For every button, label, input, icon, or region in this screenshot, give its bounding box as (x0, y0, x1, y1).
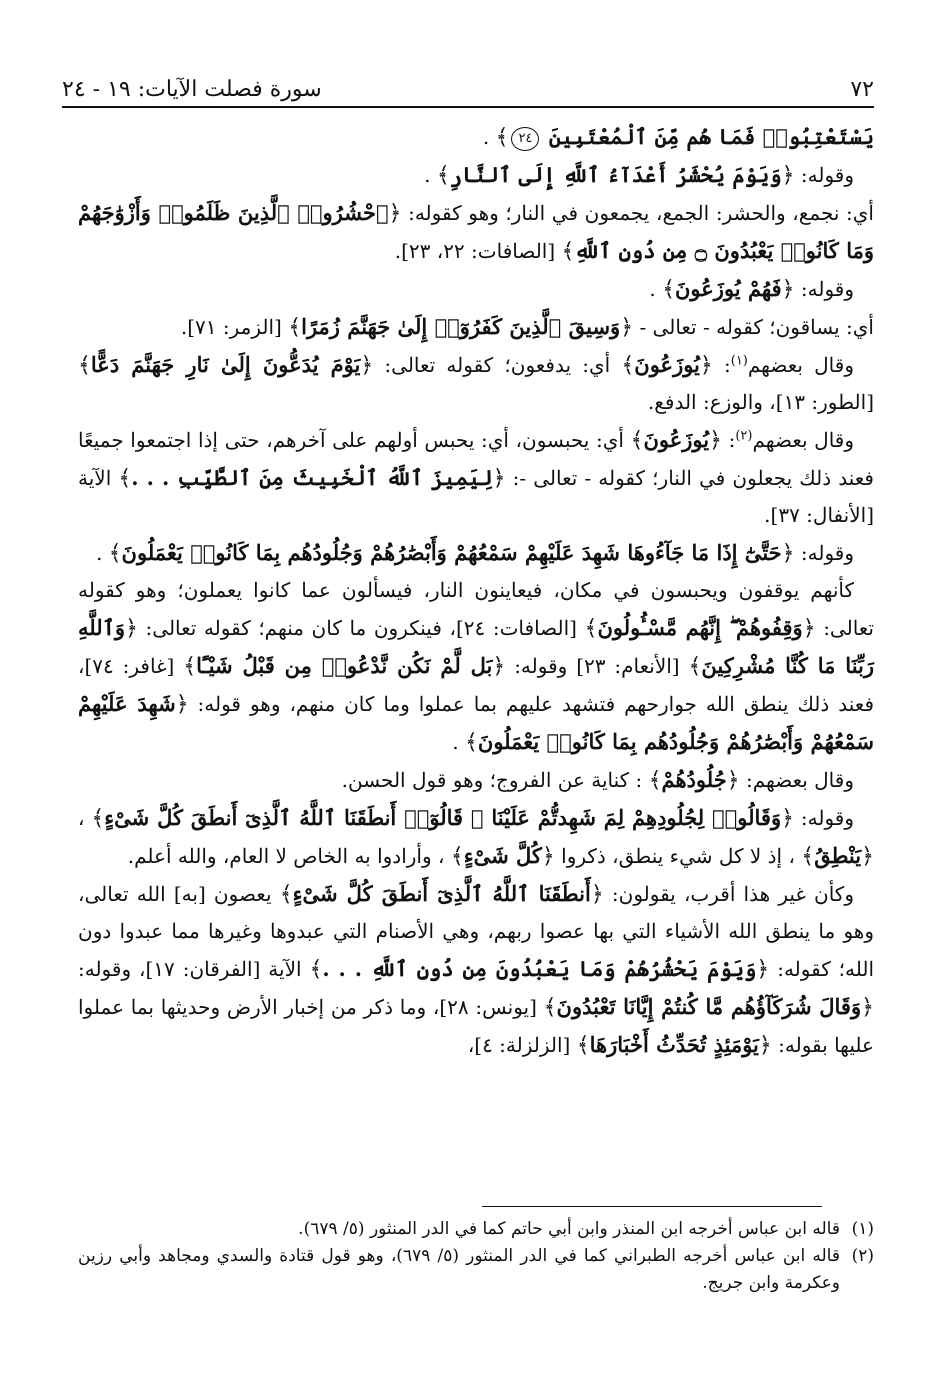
quran-quote: يُوزَعُونَ (643, 427, 710, 452)
quran-quote: وَٱللَّهِ رَبِّنَا مَا كُنَّا مُشْرِكِينَ (78, 615, 875, 678)
footnote-divider (482, 1206, 822, 1207)
quran-quote: ٱحْشُرُوا۟ ٱلَّذِينَ ظَلَمُوا۟ وَأَزْوَٰجَهُمْ وَمَا كَانُوا۟ يَعْبُدُونَ ۝ مِن دُونِ ٱللَّهِ (78, 200, 874, 263)
paragraph-7: وقال بعضهم$^{(٢)}$: ﴿يُوزَعُونَ﴾ أي: يحبسون، أي: يحبس أولهم على آخرهم، حتى إذا اجتمعوا جميعًا فعند ذلك يجعلون في النار؛ كقوله - تعالى -: ﴿لِيَمِيزَ ٱللَّهُ ٱلْخَبِيثَ مِنَ ٱلطَّيِّبِ . . .﴾ الآية [الأنفال: ٣٧]. (78, 427, 874, 527)
paragraph-6: وقال بعضهم$^{(١)}$: ﴿يُوزَعُونَ﴾ أي: يدفعون؛ كقوله تعالى: ﴿يَوْمَ يُدَعُّونَ إِلَىٰ نَارِ جَهَنَّمَ دَعًّا﴾ [الطور: ١٣]، والوزع: الدفع. (78, 352, 874, 414)
paragraph-1: يَسْتَعْتِبُوا۟ فَمَا هُم مِّنَ ٱلْمُعْتَبِينَ ٢٤﴾ . (482, 124, 874, 150)
footnote-text: قاله ابن عباس أخرجه ابن المنذر وابن أبي حاتم كما في الدر المنثور (٥/ ٦٧٩). (298, 1219, 840, 1239)
quran-quote: جُلُودُهُمْ (661, 767, 727, 792)
quran-quote: يَوْمَئِذٍ تُحَدِّثُ أَخْبَارَهَا (589, 1032, 759, 1057)
footnotes (78, 1216, 874, 1297)
quran-quote: أَنطَقَنَا ٱللَّهُ ٱلَّذِىٓ أَنطَقَ كُلَّ شَىْءٍ (292, 881, 591, 906)
footnote-2 (78, 1243, 874, 1297)
quran-quote: وَقِفُوهُمْ ۖ إِنَّهُم مَّسْـُٔولُونَ (597, 615, 803, 640)
quran-quote: كُلَّ شَىْءٍ (463, 843, 542, 868)
running-title: سورة فصلت الآيات: ١٩ - ٢٤ (62, 77, 322, 102)
paragraph-3: أي: نجمع، والحشر: الجمع، يجمعون في النار؛ وهو كقوله: ﴿ٱحْشُرُوا۟ ٱلَّذِينَ ظَلَمُوا۟ وَأَزْوَٰجَهُمْ وَمَا كَانُوا۟ يَعْبُدُونَ ۝ مِن دُونِ ٱللَّهِ﴾ [الصافات: ٢٢، ٢٣]. (78, 200, 874, 264)
quran-bracket-close: ﴾ (495, 125, 509, 150)
footnote-reference-1[interactable]: (١) (730, 353, 748, 369)
paragraph-12: وكأن غير هذا أقرب، يقولون: ﴿أَنطَقَنَا ٱللَّهُ ٱلَّذِىٓ أَنطَقَ كُلَّ شَىْءٍ﴾ يعصون [به] الله تعالى، وهو ما ينطق الله الأشياء التي بها عصوا ربهم، وهي الأصنام التي عبدوها وغيرها مما عبدوا دون الله؛ كقوله: ﴿وَيَوْمَ يَحْشُرُهُمْ وَمَا يَعْبُدُونَ مِن دُونِ ٱللَّهِ . . .﴾ الآية [الفرقان: ١٧]، وقوله: ﴿وَقَالَ شُرَكَآؤُهُم مَّا كُنتُمْ إِيَّانَا تَعْبُدُونَ﴾ [يونس: ٢٨]، وما ذكر من إخبار الأرض وحديثها بما عملوا عليها بقوله: ﴿يَوْمَئِذٍ تُحَدِّثُ أَخْبَارَهَا﴾ [الزلزلة: ٤]، (78, 881, 874, 1058)
quran-quote: يَنْطِقُ (814, 843, 862, 868)
paragraph-5: أي: يساقون؛ كقوله - تعالى - ﴿وَسِيقَ ٱلَّذِينَ كَفَرُوٓا۟ إِلَىٰ جَهَنَّمَ زُمَرًا﴾ [الزمر: ٧١]. (180, 314, 874, 340)
main-text (78, 118, 874, 1064)
footnote-1 (78, 1216, 874, 1243)
footnote-reference-2[interactable]: (٢) (735, 428, 753, 444)
quran-quote: حَتَّىٰٓ إِذَا مَا جَآءُوهَا شَهِدَ عَلَيْهِمْ سَمْعُهُمْ وَأَبْصَٰرُهُمْ وَجُلُودُهُم بِمَا كَانُوا۟ يَعْمَلُونَ (121, 540, 782, 565)
quran-quote: يُوزَعُونَ (634, 352, 700, 377)
quran-quote: وَيَوْمَ يُحْشَرُ أَعْدَآءُ ٱللَّهِ إِلَى ٱلنَّارِ (449, 162, 782, 187)
quran-quote: يَوْمَ يُدَعُّونَ إِلَىٰ نَارِ جَهَنَّمَ دَعًّا (90, 352, 361, 377)
header-divider (62, 106, 874, 108)
footnote-number: (١) (851, 1219, 874, 1239)
quran-quote: وَيَوْمَ يَحْشُرُهُمْ وَمَا يَعْبُدُونَ مِن دُونِ ٱللَّهِ . . . (322, 956, 757, 981)
page-number: ٧٢ (850, 77, 874, 102)
paragraph-8: وقوله: ﴿حَتَّىٰٓ إِذَا مَا جَآءُوهَا شَهِدَ عَلَيْهِمْ سَمْعُهُمْ وَأَبْصَٰرُهُمْ وَجُلُودُهُم بِمَا كَانُوا۟ يَعْمَلُونَ﴾ . (95, 540, 854, 566)
footnote-text: قاله ابن عباس أخرجه الطبراني كما في الدر المنثور (٥/ ٦٧٩)، وهو قول قتادة والسدي ومجاهد وأبي رزين وعكرمة وابن جريج. (78, 1246, 840, 1293)
quran-quote: لِيَمِيزَ ٱللَّهُ ٱلْخَبِيثَ مِنَ ٱلطَّيِّبِ . . . (131, 465, 493, 490)
page-header (62, 58, 874, 102)
footnote-number: (٢) (851, 1246, 874, 1266)
paragraph-10: وقال بعضهم: ﴿جُلُودُهُمْ﴾ : كناية عن الفروج؛ وهو قول الحسن. (341, 767, 854, 793)
paragraph-4: وقوله: ﴿فَهُمْ يُوزَعُونَ﴾ . (649, 276, 854, 302)
paragraph-11: وقوله: ﴿وَقَالُوا۟ لِجُلُودِهِمْ لِمَ شَهِدتُّمْ عَلَيْنَا ۖ قَالُوٓا۟ أَنطَقَنَا ٱللَّهُ ٱلَّذِىٓ أَنطَقَ كُلَّ شَىْءٍ﴾ ، ﴿يَنْطِقُ﴾ ، إذ لا كل شيء ينطق، ذكروا ﴿كُلَّ شَىْءٍ﴾ ، وأرادوا به الخاص لا العام، والله أعلم. (78, 805, 874, 869)
ayah-number-marker: ٢٤ (511, 127, 539, 151)
quran-quote: شَهِدَ عَلَيْهِمْ سَمْعُهُمْ وَأَبْصَٰرُهُمْ وَجُلُودُهُم بِمَا كَانُوا۟ يَعْمَلُونَ (78, 691, 874, 754)
paragraph-2: وقوله: ﴿وَيَوْمَ يُحْشَرُ أَعْدَآءُ ٱللَّهِ إِلَى ٱلنَّارِ﴾ . (424, 162, 854, 188)
quran-quote: بَل لَّمْ نَكُن نَّدْعُوا۟ مِن قَبْلُ شَيْـًٔا (196, 653, 493, 678)
quran-quote: يَسْتَعْتِبُوا۟ فَمَا هُم مِّنَ ٱلْمُعْتَبِينَ (548, 124, 874, 149)
quran-quote: فَهُمْ يُوزَعُونَ (675, 276, 782, 301)
quran-quote: وَقَالُوا۟ لِجُلُودِهِمْ لِمَ شَهِدتُّمْ عَلَيْنَا ۖ قَالُوٓا۟ أَنطَقَنَا ٱللَّهُ ٱلَّذِىٓ أَنطَقَ كُلَّ شَىْءٍ (104, 805, 782, 830)
quran-quote: وَسِيقَ ٱلَّذِينَ كَفَرُوٓا۟ إِلَىٰ جَهَنَّمَ زُمَرًا (301, 314, 621, 339)
quran-quote: وَقَالَ شُرَكَآؤُهُم مَّا كُنتُمْ إِيَّانَا تَعْبُدُونَ (556, 994, 862, 1019)
paragraph-9: كأنهم يوقفون ويحبسون في مكان، فيعاينون النار، فيسألون عما كانوا يعملون؛ وهو كقوله تعالى: ﴿وَقِفُوهُمْ ۖ إِنَّهُم مَّسْـُٔولُونَ﴾ [الصافات: ٢٤]، فينكرون ما كان منهم؛ كقوله تعالى: ﴿وَٱللَّهِ رَبِّنَا مَا كُنَّا مُشْرِكِينَ﴾ [الأنعام: ٢٣] وقوله: ﴿بَل لَّمْ نَكُن نَّدْعُوا۟ مِن قَبْلُ شَيْـًٔا﴾ [غافر: ٧٤]، فعند ذلك ينطق الله جوارحهم فتشهد عليهم بما عملوا وما كان منهم، وهو قوله: ﴿شَهِدَ عَلَيْهِمْ سَمْعُهُمْ وَأَبْصَٰرُهُمْ وَجُلُودُهُم بِمَا كَانُوا۟ يَعْمَلُونَ﴾ . (78, 578, 875, 755)
